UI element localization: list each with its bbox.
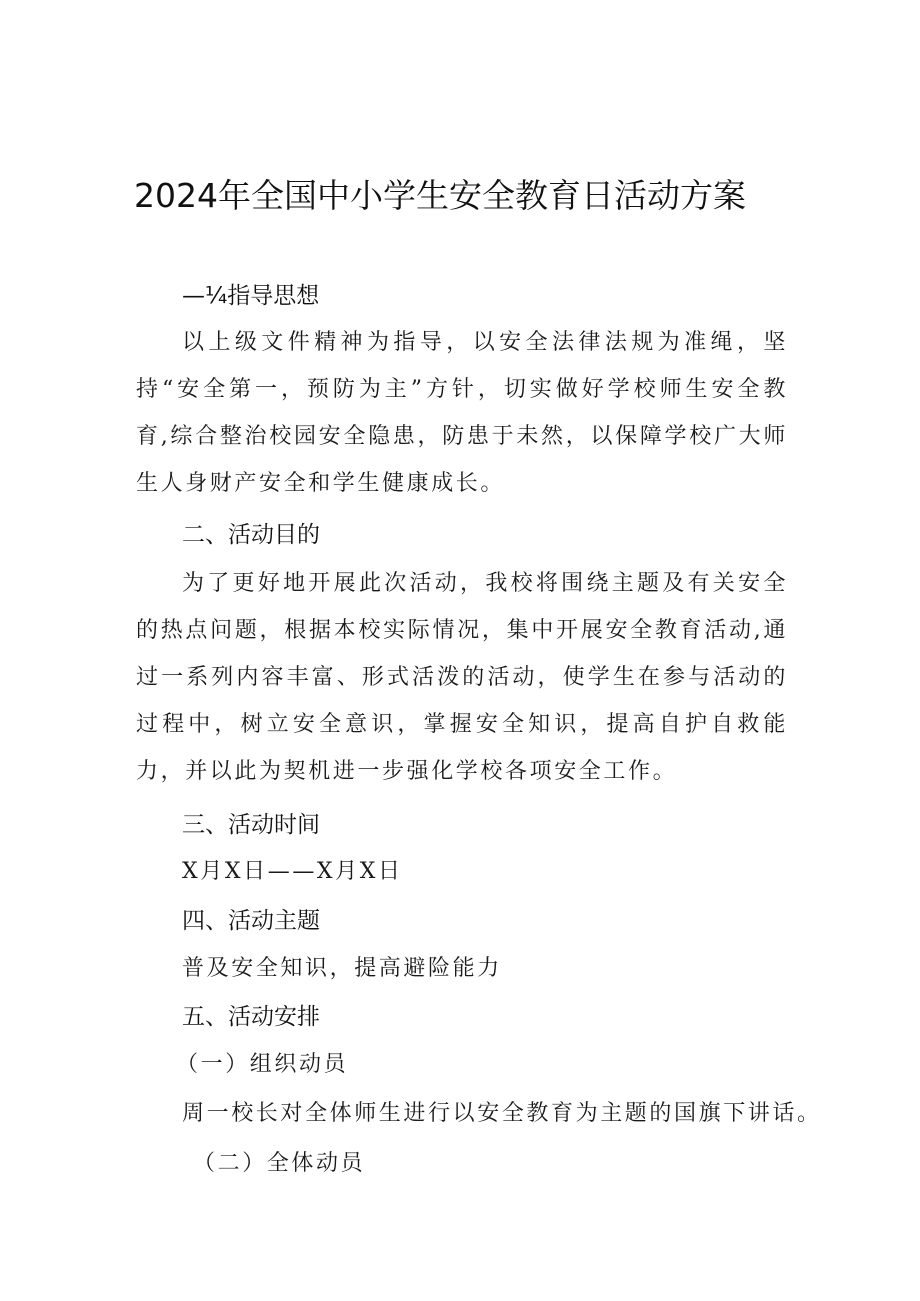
document-title: 2024年全国中小学生安全教育日活动方案 xyxy=(134,176,746,215)
section-heading-activity-purpose: 二、活动目的 xyxy=(182,522,320,548)
section-paragraph-activity-purpose: 为了更好地开展此次活动，我校将围绕主题及有关安全的热点问题，根据本校实际情况，集中开展安全教育活动,通过一系列内容丰富、形式活泼的活动，使学生在参与活动的过程中，树立安全意识，掌握安全知识，提高自护自救能力，并以此为契机进一步强化学校各项安全工作。 xyxy=(136,571,788,784)
organize-mobilization-text: 周一校长对全体师生进行以安全教育为主题的国旗下讲话。 xyxy=(182,1101,822,1126)
subheading-organize-mobilization: （一）组织动员 xyxy=(176,1052,349,1077)
subheading-all-mobilization: （二）全体动员 xyxy=(193,1151,366,1176)
section-heading-guiding-ideology: —¼指导思想 xyxy=(182,283,320,309)
activity-theme-text: 普及安全知识，提高避险能力 xyxy=(182,956,502,981)
section-heading-activity-arrangement: 五、活动安排 xyxy=(182,1004,320,1030)
section-heading-activity-theme: 四、活动主题 xyxy=(182,908,320,934)
section-heading-activity-time: 三、活动时间 xyxy=(182,812,320,838)
activity-time-text: X月X日——X月X日 xyxy=(182,859,403,884)
section-paragraph-guiding-ideology: 以上级文件精神为指导，以安全法律法规为准绳，坚持“安全第一，预防为主”方针，切实做好学校师生安全教育,综合整治校园安全隐患，防患于未然，以保障学校广大师生人身财产安全和学生健康成长。 xyxy=(136,330,788,496)
